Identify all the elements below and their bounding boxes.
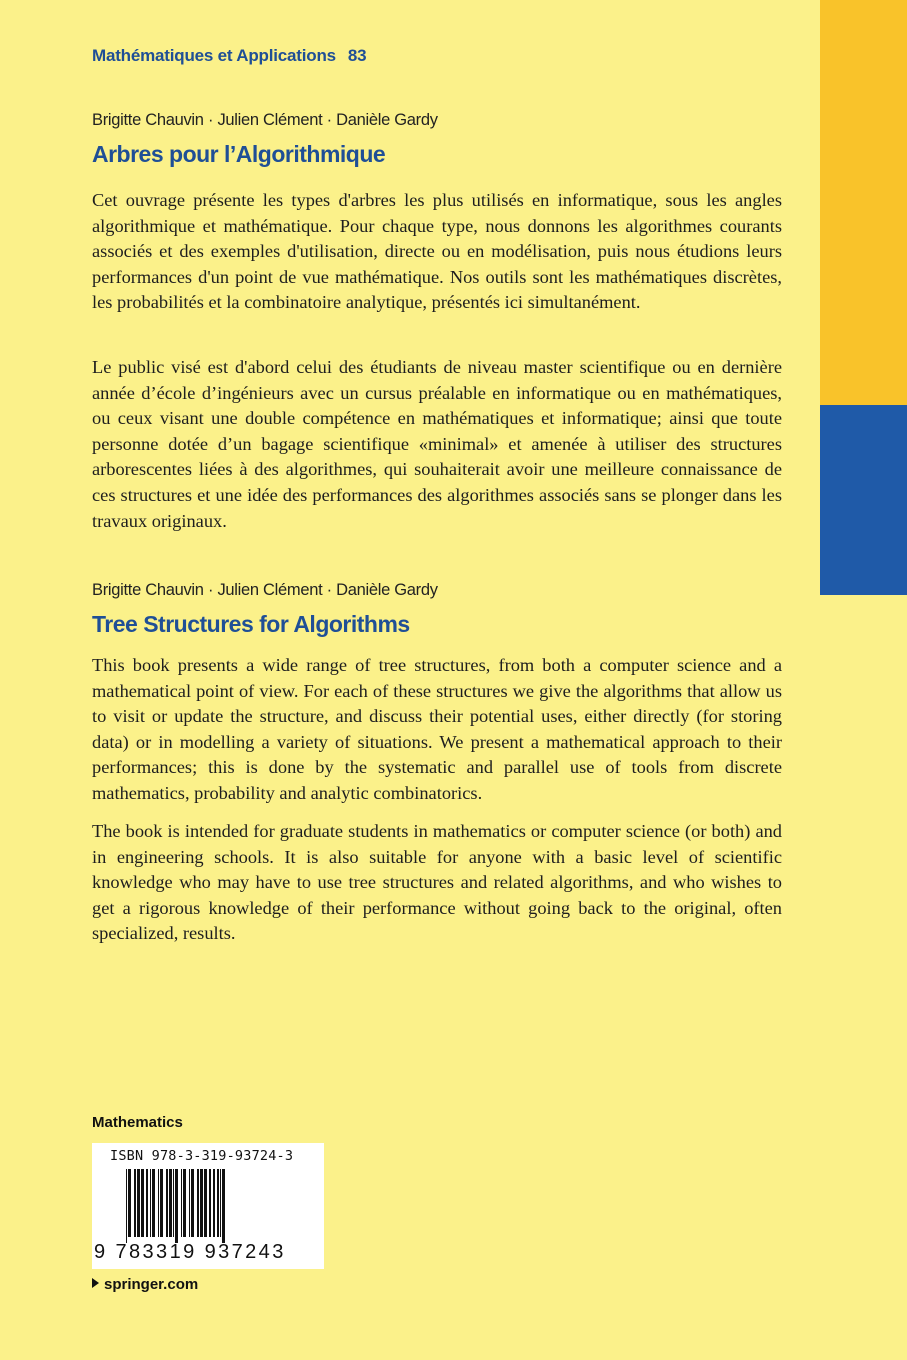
french-paragraph-1: Cet ouvrage présente les types d'arbres les plus utilisés en informatique, sous les angles algorithmique et mathématique. Pour chaque type, nous donnons les algorithmes courants associés et des exemples d'utilisation, directe ou en modélisation, puis nous étudions leurs performances d'un point de vue mathématique. Nos outils sont les mathématiques discrètes, les probabilités et la combinatoire analytique, présentés ici simultanément. bbox=[92, 190, 782, 313]
barcode-bar bbox=[166, 1169, 168, 1237]
barcode-bar bbox=[169, 1169, 172, 1237]
barcode-bar bbox=[152, 1169, 155, 1237]
isbn-barcode bbox=[92, 1143, 324, 1269]
barcode-bar bbox=[213, 1169, 215, 1237]
english-title: Tree Structures for Algorithms bbox=[92, 611, 410, 637]
barcode-bar bbox=[134, 1169, 136, 1237]
english-paragraph-1: This book presents a wide range of tree structures, from both a computer science and a mathematical point of view. For each of these structures we give the algorithms that allow us to visit or update the structure, and discuss their potential uses, either directly (for storing data) or in modelling a variety of situations. We present a mathematical approach to their performances; this is done by the systematic and parallel use of tools from discrete mathematics, probability and analytic combinatorics. bbox=[92, 655, 782, 803]
french-authors: Brigitte Chauvin · Julien Clément · Danièle Gardy bbox=[92, 111, 438, 129]
cover-stripe-light bbox=[820, 595, 907, 1360]
english-paragraph-2: The book is intended for graduate students in mathematics or computer science (or both) and in engineering schools. It is also suitable for anyone with a basic level of scientific knowledge who may have to use tree structures and related algorithms, and who wishes to get a rigorous knowledge of their performance without going back to the original, often specialized, results. bbox=[92, 821, 782, 944]
barcode-bar bbox=[181, 1169, 182, 1237]
barcode-bar bbox=[200, 1169, 203, 1237]
series-title bbox=[92, 46, 366, 66]
barcode-bar bbox=[197, 1169, 199, 1237]
arrow-right-icon bbox=[92, 1278, 99, 1288]
french-title: Arbres pour l’Algorithmique bbox=[92, 141, 386, 167]
barcode-bar bbox=[146, 1169, 148, 1237]
barcode-bar bbox=[173, 1169, 174, 1237]
barcode-bar bbox=[126, 1169, 127, 1243]
barcode-bar bbox=[183, 1169, 186, 1237]
barcode-bar bbox=[160, 1169, 163, 1237]
barcode-bars bbox=[126, 1169, 296, 1243]
barcode-bar bbox=[158, 1169, 159, 1237]
french-paragraph-2: Le public visé est d'abord celui des étudiants de niveau master scientifique ou en dernière année d’école d’ingénieurs avec un cursus préalable en informatique ou en mathématiques, ou ceux visant une double compétence en mathématiques et informatique; ainsi que toute personne dotée d’un bagage scientifique «minimal» et amenée à utiliser des structures arborescentes liées à des algorithmes, qui souhaiterait avoir une meilleure connaissance de ces structures et une idée des performances des algorithmes associés sans se plonger dans les travaux originaux. bbox=[92, 357, 782, 531]
barcode-bar bbox=[204, 1169, 207, 1237]
isbn-label: ISBN 978-3-319-93724-3 bbox=[110, 1148, 294, 1164]
publisher-url: springer.com bbox=[104, 1276, 199, 1293]
barcode-bar bbox=[141, 1169, 144, 1237]
series-number: 83 bbox=[347, 46, 367, 65]
barcode-bar bbox=[137, 1169, 140, 1237]
barcode-bar bbox=[150, 1169, 151, 1237]
subject-label: Mathematics bbox=[92, 1114, 183, 1131]
cover-stripe-blue bbox=[820, 405, 907, 595]
barcode-bar bbox=[222, 1169, 225, 1243]
barcode-bar bbox=[175, 1169, 178, 1243]
barcode-bar bbox=[209, 1169, 211, 1237]
cover-stripe-orange bbox=[820, 0, 907, 405]
barcode-bar bbox=[220, 1169, 221, 1237]
barcode-bar bbox=[217, 1169, 219, 1237]
publisher-link[interactable] bbox=[92, 1276, 198, 1293]
english-authors: Brigitte Chauvin · Julien Clément · Danièle Gardy bbox=[92, 581, 438, 599]
barcode-bar bbox=[191, 1169, 194, 1237]
barcode-bar bbox=[189, 1169, 190, 1237]
series-name: Mathématiques et Applications bbox=[92, 46, 336, 65]
barcode-bar bbox=[128, 1169, 131, 1237]
isbn-digits: 9 783319 937243 bbox=[94, 1241, 286, 1263]
